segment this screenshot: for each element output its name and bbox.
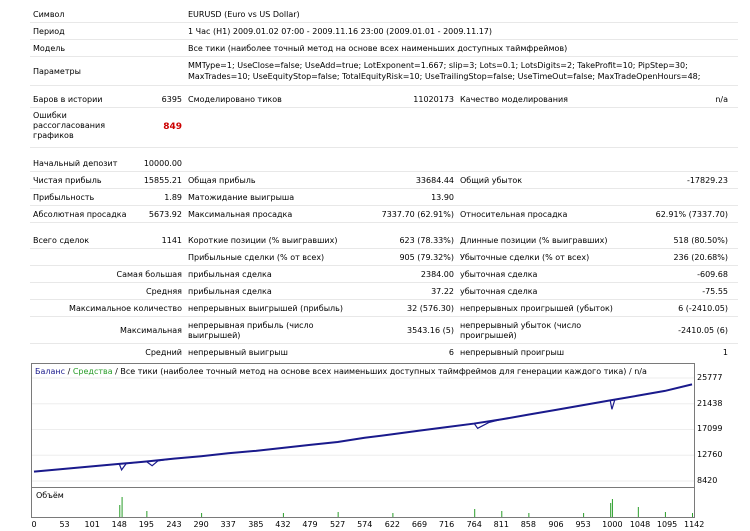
expected-payoff-value: 13.90 — [431, 193, 454, 202]
period-value: 1 Час (H1) 2009.01.02 07:00 - 2009.11.16 23:00 (2009.01.01 - 2009.11.17) — [188, 27, 492, 36]
symbol-value: EURUSD (Euro vs US Dollar) — [188, 10, 300, 19]
average-loss-value: -75.55 — [702, 287, 728, 296]
max-count-loss-label: непрерывных проигрышей (убыток) — [460, 304, 613, 313]
profit-trades-label: Прибыльные сделки (% от всех) — [188, 253, 325, 262]
bars-value: 6395 — [161, 95, 182, 104]
x-tick-label: 527 — [330, 520, 346, 529]
x-tick-label: 337 — [220, 520, 236, 529]
volume-bar — [501, 511, 502, 517]
max-count-win-label: непрерывных выигрышей (прибыль) — [188, 304, 343, 313]
params-label: Параметры — [33, 67, 81, 76]
rel-drawdown-label: Относительная просадка — [460, 210, 568, 219]
x-tick-label: 953 — [575, 520, 591, 529]
volume-bar — [528, 513, 529, 517]
net-profit-label: Чистая прибыль — [33, 176, 102, 185]
quality-value: n/a — [715, 95, 728, 104]
max-count-win-value: 32 (576.30) — [407, 304, 454, 313]
abs-drawdown-value: 5673.92 — [148, 210, 182, 219]
volume-bar — [119, 505, 120, 517]
quality-label: Качество моделирования — [460, 95, 568, 104]
y-tick-label: 21438 — [697, 398, 723, 408]
errors-value: 849 — [163, 122, 182, 132]
volume-bar — [392, 513, 393, 517]
deposit-value: 10000.00 — [143, 159, 182, 168]
max-count-label: Максимальное количество — [69, 304, 182, 313]
loss-trades-value: 236 (20.68%) — [673, 253, 728, 262]
volume-bar — [283, 513, 284, 517]
chart-legend — [35, 367, 647, 376]
y-tick-label: 17099 — [697, 424, 723, 434]
x-tick-label: 195 — [138, 520, 154, 529]
x-tick-label: 858 — [520, 520, 536, 529]
ticks-value: 11020173 — [413, 95, 454, 104]
x-tick-label: 811 — [493, 520, 509, 529]
volume-bar — [612, 499, 613, 517]
max-drawdown-label: Максимальная просадка — [188, 210, 293, 219]
x-tick-label: 1000 — [602, 520, 623, 529]
legend-balance: Баланс — [35, 367, 66, 376]
profit-trades-value: 905 (79.32%) — [399, 253, 454, 262]
loss-trades-label: Убыточные сделки (% от всех) — [460, 253, 590, 262]
total-trades-value: 1141 — [161, 236, 182, 245]
x-tick-label: 0 — [31, 520, 37, 529]
deposit-label: Начальный депозит — [33, 159, 118, 168]
gross-profit-value: 33684.44 — [415, 176, 454, 185]
volume-bar — [474, 509, 475, 517]
max-consecutive-loss-label: непрерывный убыток (число проигрышей) — [460, 321, 582, 340]
profit-factor-label: Прибыльность — [33, 193, 95, 202]
balance-line — [34, 384, 692, 471]
y-tick-label: 25777 — [697, 373, 723, 382]
y-tick-label: 8420 — [697, 476, 718, 485]
x-tick-label: 53 — [59, 520, 70, 529]
volume-bar — [665, 512, 666, 517]
max-drawdown-value: 7337.70 (62.91%) — [381, 210, 454, 219]
y-tick-label: 12760 — [697, 450, 723, 460]
ticks-label: Смоделировано тиков — [188, 95, 282, 104]
model-value: Все тики (наиболее точный метод на основе всех наименьших доступных таймфреймов) — [188, 44, 568, 53]
volume-bar — [146, 511, 147, 517]
long-positions-label: Длинные позиции (% выигравших) — [460, 236, 608, 245]
max-consecutive-loss-value: -2410.05 (6) — [678, 326, 728, 335]
volume-chart-svg — [32, 488, 694, 517]
largest-profit-label: прибыльная сделка — [188, 270, 272, 279]
period-label: Период — [33, 27, 65, 36]
avg-consecutive-loss-label: непрерывный проигрыш — [460, 348, 565, 357]
x-tick-label: 385 — [248, 520, 264, 529]
params-line1: MMType=1; UseClose=false; UseAdd=true; LotExponent=1.667; slip=3; Lots=0.1; LotsDigits=2; TakeProfit=10; PipStep=30; — [188, 61, 688, 70]
x-tick-label: 906 — [548, 520, 564, 529]
short-positions-label: Короткие позиции (% выигравших) — [188, 236, 338, 245]
balance-chart — [31, 363, 695, 488]
max-consecutive-win-value: 3543.16 (5) — [407, 326, 454, 335]
gross-loss-value: -17829.23 — [686, 176, 728, 185]
long-positions-value: 518 (80.50%) — [673, 236, 728, 245]
average-profit-label: прибыльная сделка — [188, 287, 272, 296]
volume-bar — [610, 503, 611, 517]
largest-profit-value: 2384.00 — [420, 270, 454, 279]
legend-rest: / Все тики (наиболее точный метод на основе всех наименьших доступных таймфреймов для генерации каждого тика) / n/a — [112, 367, 647, 376]
total-trades-label: Всего сделок — [33, 236, 90, 245]
net-profit-value: 15855.21 — [143, 176, 182, 185]
x-tick-label: 764 — [466, 520, 482, 529]
x-tick-label: 290 — [193, 520, 209, 529]
volume-bar — [692, 513, 693, 517]
volume-bar — [201, 513, 202, 517]
x-tick-label: 101 — [84, 520, 100, 529]
gross-profit-label: Общая прибыль — [188, 176, 256, 185]
volume-bar — [583, 513, 584, 517]
volume-bar — [122, 497, 123, 517]
volume-label: Объём — [36, 491, 64, 500]
volume-bar — [338, 512, 339, 517]
volume-chart — [31, 488, 695, 518]
max-consecutive-win-label: непрерывная прибыль (число выигрышей) — [188, 321, 314, 340]
model-label: Модель — [33, 44, 66, 53]
equity-line — [34, 384, 692, 471]
x-tick-label: 479 — [302, 520, 318, 529]
errors-label: Ошибки рассогласования графиков — [33, 111, 106, 140]
x-tick-label: 1048 — [629, 520, 651, 529]
avg-consecutive-win-label: непрерывный выигрыш — [188, 348, 288, 357]
largest-loss-value: -609.68 — [697, 270, 728, 279]
x-tick-label: 243 — [166, 520, 182, 529]
avg-consecutive-label: Средний — [145, 348, 182, 357]
x-tick-label: 148 — [111, 520, 127, 529]
x-tick-label: 669 — [411, 520, 428, 529]
legend-sep: / — [65, 367, 73, 376]
max-count-loss-value: 6 (-2410.05) — [678, 304, 728, 313]
largest-loss-label: убыточная сделка — [460, 270, 538, 279]
symbol-label: Символ — [33, 10, 65, 19]
x-tick-label: 1095 — [656, 520, 678, 529]
avg-consecutive-win-value: 6 — [448, 348, 454, 357]
balance-chart-svg — [32, 364, 694, 487]
legend-equity: Средства — [72, 367, 113, 376]
largest-label: Самая большая — [116, 270, 182, 279]
average-loss-label: убыточная сделка — [460, 287, 538, 296]
x-tick-label: 622 — [384, 520, 401, 529]
x-tick-label: 716 — [438, 520, 455, 529]
expected-payoff-label: Матожидание выигрыша — [188, 193, 295, 202]
avg-consecutive-loss-value: 1 — [722, 348, 728, 357]
profit-factor-value: 1.89 — [164, 193, 182, 202]
x-tick-label: 574 — [357, 520, 373, 529]
max-consecutive-label: Максимальная — [120, 326, 182, 335]
short-positions-value: 623 (78.33%) — [399, 236, 454, 245]
bars-label: Баров в истории — [33, 95, 103, 104]
volume-bar — [638, 507, 639, 517]
average-profit-value: 37.22 — [431, 287, 454, 296]
rel-drawdown-value: 62.91% (7337.70) — [655, 210, 728, 219]
average-label: Средняя — [146, 287, 182, 296]
x-tick-label: 1142 — [684, 520, 705, 529]
gross-loss-label: Общий убыток — [460, 176, 523, 185]
abs-drawdown-label: Абсолютная просадка — [33, 210, 127, 219]
x-tick-label: 432 — [275, 520, 291, 529]
params-line2: MaxTrades=10; UseEquityStop=false; TotalEquityRisk=10; UseTrailingStop=false; UseTimeOut=false; MaxTradeOpenHours=48; — [188, 72, 701, 81]
